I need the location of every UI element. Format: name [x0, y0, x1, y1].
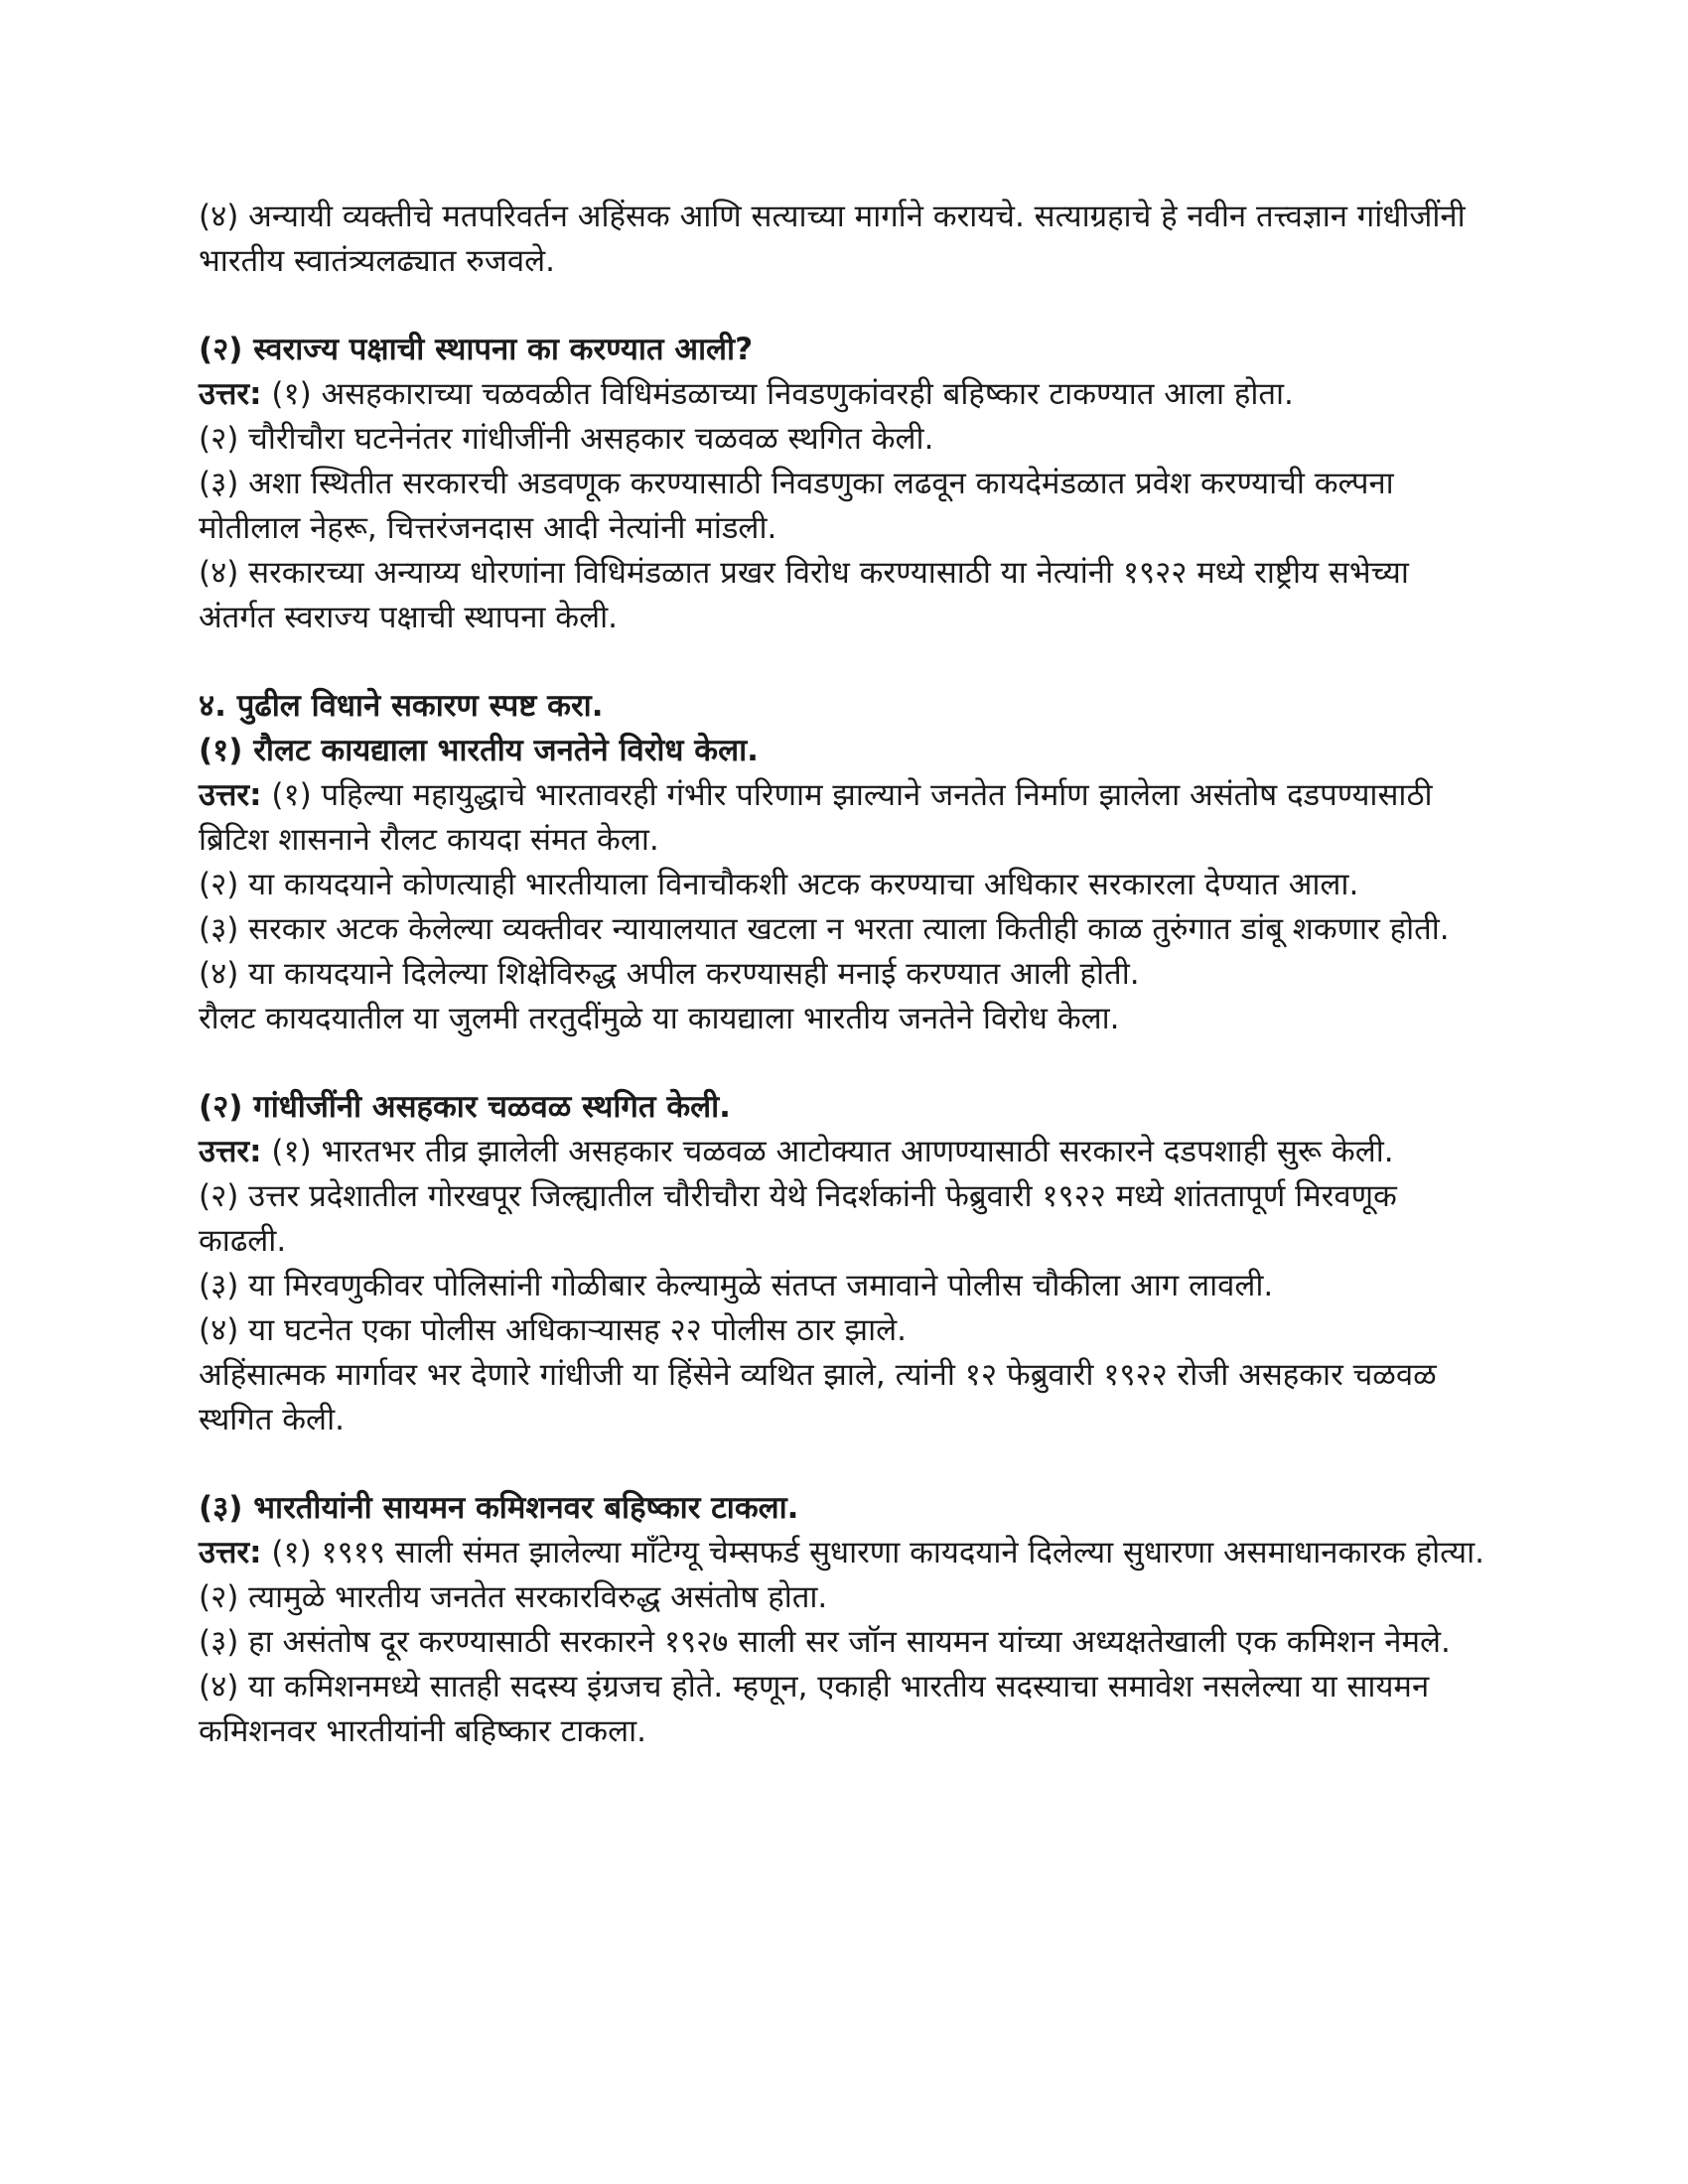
answer-conclusion: रौलट कायदयातील या जुलमी तरतुदींमुळे या कायद्याला भारतीय जनतेने विरोध केला. [199, 1001, 1120, 1036]
answer-point [199, 773, 1489, 863]
spacer [199, 1041, 1489, 1085]
answer-point: (४) या कमिशनमध्ये सातही सदस्य इंग्रजच होते. म्हणून, एकाही भारतीय सदस्याचा समावेश नसलेल्या या सायमन कमिशनवर भारतीयांनी बहिष्कार टाकला. [199, 1669, 1430, 1749]
spacer [199, 284, 1489, 328]
document-page [199, 195, 1489, 1754]
intro-paragraph: (४) अन्यायी व्यक्तीचे मतपरिवर्तन अहिंसक आणि सत्याच्या मार्गाने करायचे. सत्याग्रहाचे हे नवीन तत्त्वज्ञान गांधीजींनी भारतीय स्वातंत्र्यलढ्यात रुजवले. [199, 199, 1466, 279]
answer-point [199, 1531, 1489, 1575]
answer-point: (३) सरकार अटक केलेल्या व्यक्तीवर न्यायालयात खटला न भरता त्याला कितीही काळ तुरुंगात डांबू शकणार होती. [199, 911, 1450, 947]
answer-label: उत्तर: [199, 1134, 262, 1169]
answer-point-text: (१) १९१९ साली संमत झालेल्या मॉंटेग्यू चेम्सफर्ड सुधारणा कायदयाने दिलेल्या सुधारणा असमाधानकारक होत्या. [271, 1535, 1485, 1570]
answer-point: (२) उत्तर प्रदेशातील गोरखपूर जिल्ह्यातील चौरीचौरा येथे निदर्शकांनी फेब्रुवारी १९२२ मध्ये शांततापूर्ण मिरवणूक काढली. [199, 1178, 1397, 1259]
question-heading-simon-commission: (३) भारतीयांनी सायमन कमिशनवर बहिष्कार टाकला. [199, 1490, 799, 1526]
answer-label: उत्तर: [199, 376, 262, 412]
answer-point: (४) या घटनेत एका पोलीस अधिकाऱ्यासह २२ पोलीस ठार झाले. [199, 1312, 907, 1348]
question-heading-noncooperation: (२) गांधीजींनी असहकार चळवळ स्थगित केली. [199, 1089, 731, 1125]
answer-point-text: (१) पहिल्या महायुद्धाचे भारतावरही गंभीर परिणाम झाल्याने जनतेत निर्माण झालेला असंतोष दडपण्यासाठी ब्रिटिश शासनाने रौलट कायदा संमत केला. [199, 777, 1433, 858]
answer-point: (२) त्यामुळे भारतीय जनतेत सरकारविरुद्ध असंतोष होता. [199, 1579, 828, 1615]
answer-point: (३) हा असंतोष दूर करण्यासाठी सरकारने १९२७ साली सर जॉन सायमन यांच्या अध्यक्षतेखाली एक कमिशन नेमले. [199, 1624, 1451, 1660]
answer-point: (३) या मिरवणुकीवर पोलिसांनी गोळीबार केल्यामुळे संतप्त जमावाने पोलीस चौकीला आग लावली. [199, 1268, 1274, 1303]
answer-point: (२) या कायदयाने कोणत्याही भारतीयाला विनाचौकशी अटक करण्याचा अधिकार सरकारला देण्यात आला. [199, 867, 1359, 902]
answer-label: उत्तर: [199, 1535, 262, 1570]
answer-point: (४) या कायदयाने दिलेल्या शिक्षेविरुद्ध अपील करण्यासही मनाई करण्यात आली होती. [199, 956, 1140, 992]
spacer [199, 640, 1489, 684]
answer-point-text: (१) भारतभर तीव्र झालेली असहकार चळवळ आटोक्यात आणण्यासाठी सरकारने दडपशाही सुरू केली. [271, 1134, 1394, 1169]
answer-label: उत्तर: [199, 777, 262, 813]
answer-point [199, 372, 1489, 417]
answer-point: (२) चौरीचौरा घटनेनंतर गांधीजींनी असहकार चळवळ स्थगित केली. [199, 421, 934, 457]
answer-conclusion: अहिंसात्मक मार्गावर भर देणारे गांधीजी या हिंसेने व्यथित झाले, त्यांनी १२ फेब्रुवारी १९२२ रोजी असहकार चळवळ स्थगित केली. [199, 1357, 1437, 1437]
spacer [199, 1442, 1489, 1486]
question-heading-swarajya: (२) स्वराज्य पक्षाची स्थापना का करण्यात आली? [199, 332, 754, 367]
section-heading: ४. पुढील विधाने सकारण स्पष्ट करा. [199, 688, 604, 724]
question-heading-rowlatt: (१) रौलट कायद्याला भारतीय जनतेने विरोध केला. [199, 733, 759, 768]
answer-point: (३) अशा स्थितीत सरकारची अडवणूक करण्यासाठी निवडणुका लढवून कायदेमंडळात प्रवेश करण्याची कल्पना मोतीलाल नेहरू, चित्तरंजनदास आदी नेत्यांनी मांडली. [199, 466, 1394, 546]
answer-point [199, 1130, 1489, 1174]
answer-point-text: (१) असहकाराच्या चळवळीत विधिमंडळाच्या निवडणुकांवरही बहिष्कार टाकण्यात आला होता. [271, 376, 1294, 412]
answer-point: (४) सरकारच्या अन्याय्य धोरणांना विधिमंडळात प्रखर विरोध करण्यासाठी या नेत्यांनी १९२२ मध्ये राष्ट्रीय सभेच्या अंतर्गत स्वराज्य पक्षाची स्थापना केली. [199, 555, 1409, 635]
